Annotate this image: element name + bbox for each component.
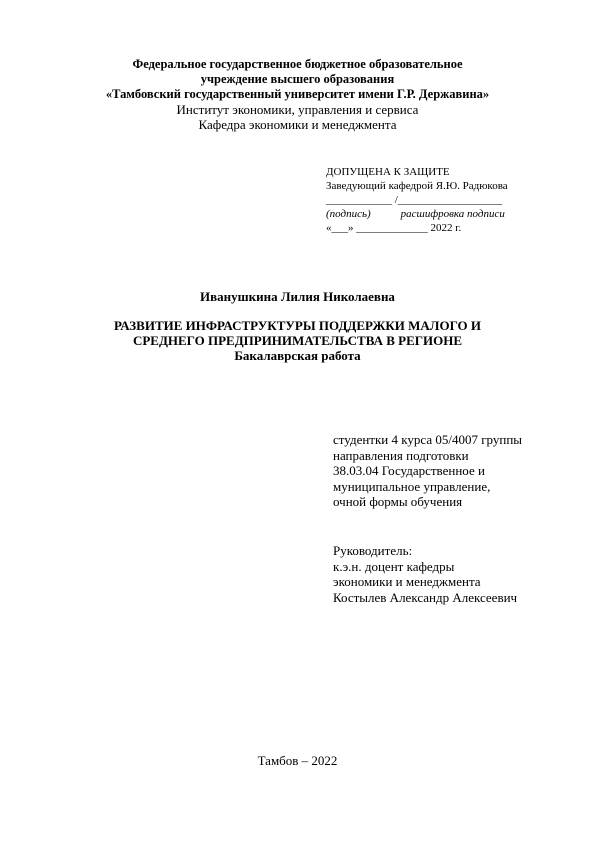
- caption-decode: расшифровка подписи: [400, 208, 505, 220]
- supervisor-info: [333, 543, 517, 605]
- approval-title: ДОПУЩЕНА К ЗАЩИТЕ: [326, 166, 450, 178]
- approval-date: «___» _____________ 2022 г.: [326, 222, 462, 234]
- supervisor-label: Руководитель:: [333, 543, 413, 558]
- student-line-5: очной формы обучения: [333, 494, 463, 509]
- work-type: Бакалаврская работа: [234, 348, 361, 363]
- header-line-2: учреждение высшего образования: [200, 72, 395, 86]
- supervisor-department: экономики и менеджмента: [333, 574, 481, 589]
- supervisor-degree: к.э.н. доцент кафедры: [333, 558, 455, 574]
- approval-block: [326, 165, 508, 235]
- student-line-1: студентки 4 курса 05/4007 группы: [333, 432, 523, 447]
- header-line-1: Федеральное государственное бюджетное образовательное: [132, 57, 463, 71]
- university-name: «Тамбовский государственный университет имени Г.Р. Державина»: [105, 87, 490, 101]
- student-line-4: муниципальное управление,: [333, 478, 491, 494]
- signature-line: ____________ /___________________: [326, 194, 503, 206]
- student-line-2: направления подготовки: [333, 447, 469, 463]
- department-name: Кафедра экономики и менеджмента: [198, 117, 397, 132]
- work-title-block: [0, 318, 595, 363]
- student-info: [333, 432, 522, 510]
- institution-header: [0, 57, 595, 132]
- author-name: Иванушкина Лилия Николаевна: [200, 289, 395, 304]
- work-title-line-2: СРЕДНЕГО ПРЕДПРИНИМАТЕЛЬСТВА В РЕГИОНЕ: [132, 333, 463, 348]
- city-year: Тамбов – 2022: [257, 753, 338, 768]
- student-line-3: 38.03.04 Государственное и: [333, 463, 485, 478]
- institute-name: Институт экономики, управления и сервиса: [176, 102, 419, 117]
- caption-signature: (подпись): [326, 208, 371, 220]
- supervisor-name: Костылев Александр Алексеевич: [333, 589, 518, 605]
- signature-captions: [326, 207, 508, 221]
- work-title-line-1: РАЗВИТИЕ ИНФРАСТРУКТУРЫ ПОДДЕРЖКИ МАЛОГО И: [113, 318, 482, 333]
- department-head: Заведующий кафедрой Я.Ю. Радюкова: [326, 180, 508, 192]
